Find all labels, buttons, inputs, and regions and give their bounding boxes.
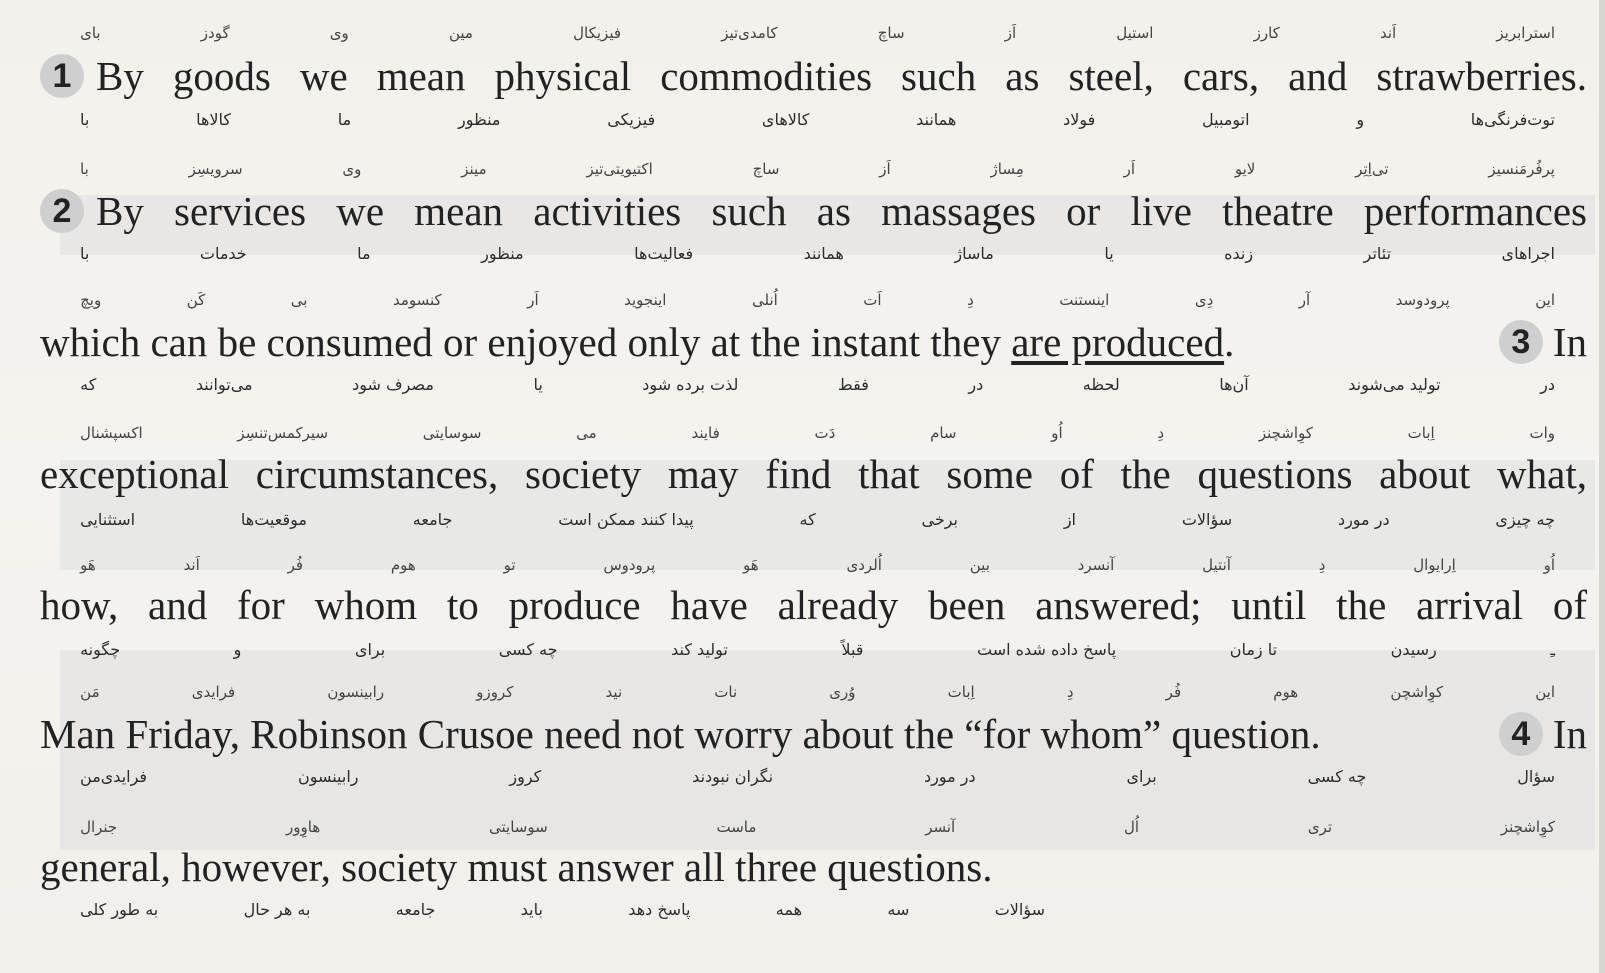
translation-word: فرایدی‌من [80,767,148,786]
translation-word: ـِ [1550,640,1555,659]
translation-word: یا [533,375,543,394]
translation-word: به هر حال [243,900,311,919]
translation-word: باید [520,900,543,919]
translation-line-3 [80,375,1555,394]
english-text: exceptional circumstances, society may find that some of the questions about what, [40,451,1587,497]
translation-word: خدمات [199,244,247,263]
pronunciation-word: اَز [879,160,891,178]
pronunciation-word: وی [329,24,349,42]
translation-word: منظور [481,244,524,263]
translation-word: رسیدن [1390,640,1437,659]
pronunciation-word: اَت [863,291,882,309]
pronunciation-line-7 [80,818,1555,836]
translation-word: توت‌فرنگی‌ها [1470,110,1555,129]
pronunciation-line-4 [80,424,1555,442]
pronunciation-line-1 [80,24,1555,42]
english-line-3 [40,318,1587,366]
pronunciation-word: ساچ [752,160,780,178]
pronunciation-word: پرفُرمَنسیز [1488,160,1555,178]
translation-word: چه چیزی [1495,510,1555,529]
pronunciation-word: ساچ [877,24,905,42]
pronunciation-word: بای [80,24,101,42]
pronunciation-word: اکسپشنال [80,424,143,442]
translation-word: در مورد [1337,510,1390,529]
translation-line-6 [80,767,1555,786]
pronunciation-word: اِرایوال [1413,556,1456,574]
pronunciation-word: اینستنت [1059,291,1110,309]
translation-word: و [233,640,242,659]
translation-word: لذت برده شود [642,375,739,394]
translation-word: که [80,375,97,394]
translation-word: جامعه [395,900,436,919]
translation-word: فقط [837,375,869,394]
translation-word: کروز [509,767,542,786]
pronunciation-word: دِ [1157,424,1165,442]
english-text: general, however, society must answer all three questions. [40,844,993,890]
pronunciation-word: هوم [1273,683,1299,701]
pronunciation-word: سام [930,424,957,442]
pronunciation-word: اَند [183,556,200,574]
pronunciation-word: دِ [1318,556,1326,574]
pronunciation-word: کَن [186,291,206,309]
translation-word: با [80,110,90,129]
pronunciation-word: فُر [1165,683,1182,701]
translation-word: فیزیکی [607,110,656,129]
pronunciation-word: هَو [743,556,759,574]
translation-word: مصرف شود [352,375,434,394]
pronunciation-word: اینجوید [624,291,667,309]
pronunciation-word: استیل [1116,24,1154,42]
pronunciation-word: رابینسون [327,683,385,701]
translation-word: لحظه [1082,375,1120,394]
pronunciation-word: اَز [1004,24,1017,42]
pronunciation-line-6 [80,683,1555,701]
translation-word: چه کسی [1307,767,1367,786]
pronunciation-word: اِبات [947,683,975,701]
pronunciation-word: آنتیل [1202,556,1231,574]
pronunciation-word: وُری [829,683,856,701]
pronunciation-word: اَند [1380,24,1397,42]
pronunciation-word: اَر [1123,160,1136,178]
pronunciation-word: کامدی‌تیز [721,24,778,42]
pronunciation-word: این [1535,291,1555,309]
english-line-6 [40,710,1587,758]
english-line-5 [40,581,1587,629]
translation-word: سه [887,900,910,919]
pronunciation-word: تو [503,556,516,574]
pronunciation-word: ماست [716,818,757,836]
pronunciation-word: جنرال [80,818,118,836]
translation-word: تولید کند [671,640,728,659]
pronunciation-word: نید [605,683,623,701]
translation-word: پیدا کنند ممکن است [558,510,694,529]
pronunciation-word: مینز [461,160,487,178]
translation-line-4 [80,510,1555,529]
pronunciation-word: پرودوس [603,556,656,574]
pronunciation-word: دِ [1066,683,1074,701]
english-text: In [1552,711,1587,757]
translation-word: کالاها [196,110,232,129]
translation-word: زنده [1224,244,1254,263]
pronunciation-word: بی [290,291,308,309]
pronunciation-word: تری [1307,818,1333,836]
underlined-phrase: are produced [1011,319,1225,365]
pronunciation-word: کنسومد [392,291,442,309]
pronunciation-word: اُو [1543,556,1555,574]
pronunciation-word: فیزیکال [573,24,622,42]
translation-word: سؤالات [1181,510,1233,529]
pronunciation-word: کروزو [476,683,514,701]
translation-word: برخی [921,510,959,529]
english-line-7 [40,843,1587,891]
translation-word: قبلاً [841,640,864,659]
translation-line-2 [80,244,1555,263]
english-text: In [1552,319,1587,365]
pronunciation-word: اِبات [1407,424,1435,442]
english-text: By goods we mean physical commodities such as steel, cars, and strawberries. [96,53,1587,99]
translation-line-1 [80,110,1555,129]
translation-line-5 [80,640,1555,659]
pronunciation-word: با [80,160,89,178]
translation-word: موقعیت‌ها [240,510,307,529]
translation-word: نگران نبودند [692,767,774,786]
translation-word: ما [337,110,352,129]
english-text: . [1224,319,1235,365]
pronunciation-word: مَن [80,683,100,701]
translation-word: در [968,375,984,394]
translation-word: برای [354,640,386,659]
pronunciation-word: سرویسِز [188,160,243,178]
translation-word: و [1356,110,1365,129]
pronunciation-word: بین [969,556,990,574]
translation-word: همانند [803,244,844,263]
translation-word: اتومبیل [1202,110,1250,129]
translation-word: چگونه [80,640,121,659]
pronunciation-word: آنسرد [1077,556,1115,574]
translation-word: سؤالات [994,900,1045,919]
english-text: how, and for whom to produce have already been answered; until the arrival of [40,582,1587,628]
translation-word: فولاد [1063,110,1096,129]
pronunciation-word: کوِاشچنز [1258,424,1313,442]
english-line-2 [40,187,1587,235]
translation-word: تولید می‌شوند [1348,375,1441,394]
translation-word: به طور کلی [80,900,159,919]
pronunciation-word: تی‌اِتِر [1355,160,1389,178]
pronunciation-word: مِساژ [990,160,1024,178]
translation-word: اجراهای [1501,244,1555,263]
pronunciation-word: کارز [1253,24,1280,42]
sentence-number-1: 1 [40,54,84,98]
translation-word: می‌توانند [195,375,253,394]
pronunciation-word: اُو [1051,424,1063,442]
translation-word: که [799,510,816,529]
pronunciation-word: فُر [287,556,304,574]
pronunciation-word: سیرکمس‌تنسِز [237,424,329,442]
pronunciation-word: لایو [1234,160,1256,178]
pronunciation-word: فرایدی [191,683,236,701]
translation-word: استثنایی [80,510,136,529]
pronunciation-word: فایند [691,424,720,442]
translation-word: پاسخ دهد [628,900,691,919]
pronunciation-word: دِ [967,291,974,309]
translation-word: تئاتر [1363,244,1392,263]
pronunciation-word: نات [714,683,738,701]
translation-word: در مورد [923,767,976,786]
pronunciation-word: وی [342,160,362,178]
pronunciation-word: کوِاشچنز [1500,818,1555,836]
translation-word: همه [775,900,803,919]
english-text: which can be consumed or enjoyed only at the instant they [40,319,1001,365]
pronunciation-word: می [576,424,597,442]
pronunciation-word: دِی [1194,291,1214,309]
pronunciation-line-5 [80,556,1555,574]
english-line-4 [40,450,1587,498]
pronunciation-word: اکتیویتی‌تیز [586,160,653,178]
pronunciation-word: مین [448,24,473,42]
translation-word: کالاهای [761,110,810,129]
translation-word: رابینسون [297,767,359,786]
translation-word: فعالیت‌ها [634,244,694,263]
pronunciation-word: ویچ [80,291,102,309]
pronunciation-word: سوسایتی [422,424,482,442]
translation-word: تا زمان [1229,640,1278,659]
translation-line-7 [80,900,1045,919]
pronunciation-line-2 [80,160,1555,178]
pronunciation-word: اُنلی [751,291,778,309]
pronunciation-line-3 [80,291,1555,309]
pronunciation-word: کوِاشچن [1390,683,1444,701]
translation-word: جامعه [412,510,453,529]
translation-word: ما [357,244,371,263]
pronunciation-word: استرابریز [1496,24,1555,42]
translation-word: برای [1126,767,1157,786]
pronunciation-word: پرودوسد [1395,291,1450,309]
translation-word: آن‌ها [1219,375,1249,394]
english-text: By services we mean activities such as massages or live theatre performances [96,188,1587,234]
pronunciation-word: اُلردی [846,556,882,574]
pronunciation-word: اَر [527,291,539,309]
translation-word: منظور [457,110,501,129]
translation-word: با [80,244,90,263]
translation-word: چه کسی [498,640,558,659]
pronunciation-word: آنسر [925,818,956,836]
translation-word: از [1063,510,1076,529]
pronunciation-word: اُل [1124,818,1140,836]
translation-word: پاسخ داده شده است [977,640,1117,659]
sentence-number-3: 3 [1499,320,1543,364]
english-line-1 [40,52,1587,100]
pronunciation-word: هاوِور [286,818,321,836]
translation-word: سؤال [1517,767,1555,786]
pronunciation-word: وات [1529,424,1555,442]
pronunciation-word: گودز [200,24,230,42]
pronunciation-word: هوم [390,556,416,574]
page-edge [1599,0,1605,973]
pronunciation-word: آر [1298,291,1311,309]
translation-word: یا [1104,244,1114,263]
sentence-number-2: 2 [40,189,84,233]
pronunciation-word: دَت [814,424,836,442]
pronunciation-word: هَو [80,556,96,574]
pronunciation-word: سوسایتی [489,818,548,836]
pronunciation-word: این [1535,683,1555,701]
translation-word: در [1540,375,1555,394]
sentence-number-4: 4 [1499,712,1543,756]
english-text: Man Friday, Robinson Crusoe need not worry about the “for whom” question. [40,711,1321,757]
translation-word: ماساژ [954,244,994,263]
translation-word: همانند [916,110,957,129]
